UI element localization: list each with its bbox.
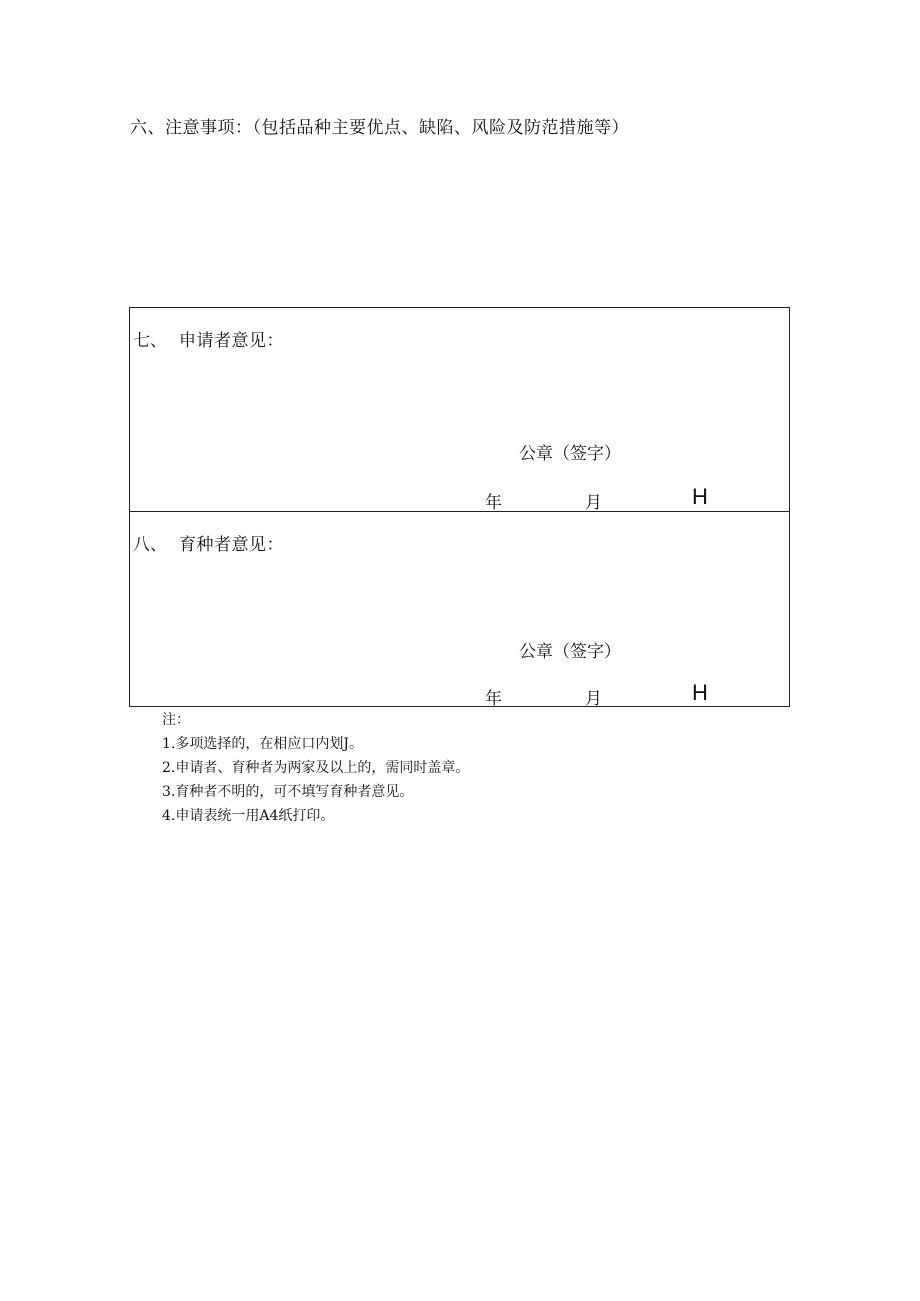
applicant-opinion-block xyxy=(130,308,789,512)
applicant-date-month: 月 xyxy=(585,493,602,513)
notes-title: 注： xyxy=(162,712,190,728)
notes-section xyxy=(162,708,469,828)
opinion-table xyxy=(129,307,790,707)
applicant-opinion-label: 申请者意见： xyxy=(179,331,284,351)
breeder-date-month: 月 xyxy=(585,689,602,709)
breeder-date-year: 年 xyxy=(485,689,502,709)
applicant-date-day: H xyxy=(692,484,708,509)
note-item: 3.育种者不明的，可不填写育种者意见。 xyxy=(162,784,414,800)
breeder-opinion-block xyxy=(130,512,789,709)
applicant-date-year: 年 xyxy=(485,493,502,513)
breeder-section-number: 八、 xyxy=(133,535,167,555)
breeder-date-day: H xyxy=(692,680,708,705)
applicant-seal-label: 公章（签字） xyxy=(519,444,621,464)
note-item: 4.申请表统一用A4纸打印。 xyxy=(162,808,335,824)
breeder-opinion-label: 育种者意见： xyxy=(179,535,284,555)
applicant-section-number: 七、 xyxy=(133,331,167,351)
note-item: 1.多项选择的，在相应口内划J。 xyxy=(162,736,363,752)
section-six-heading: 六、注意事项：（包括品种主要优点、缺陷、风险及防范措施等） xyxy=(130,118,629,138)
note-item: 2.申请者、育种者为两家及以上的，需同时盖章。 xyxy=(162,760,470,776)
breeder-seal-label: 公章（签字） xyxy=(519,642,621,662)
